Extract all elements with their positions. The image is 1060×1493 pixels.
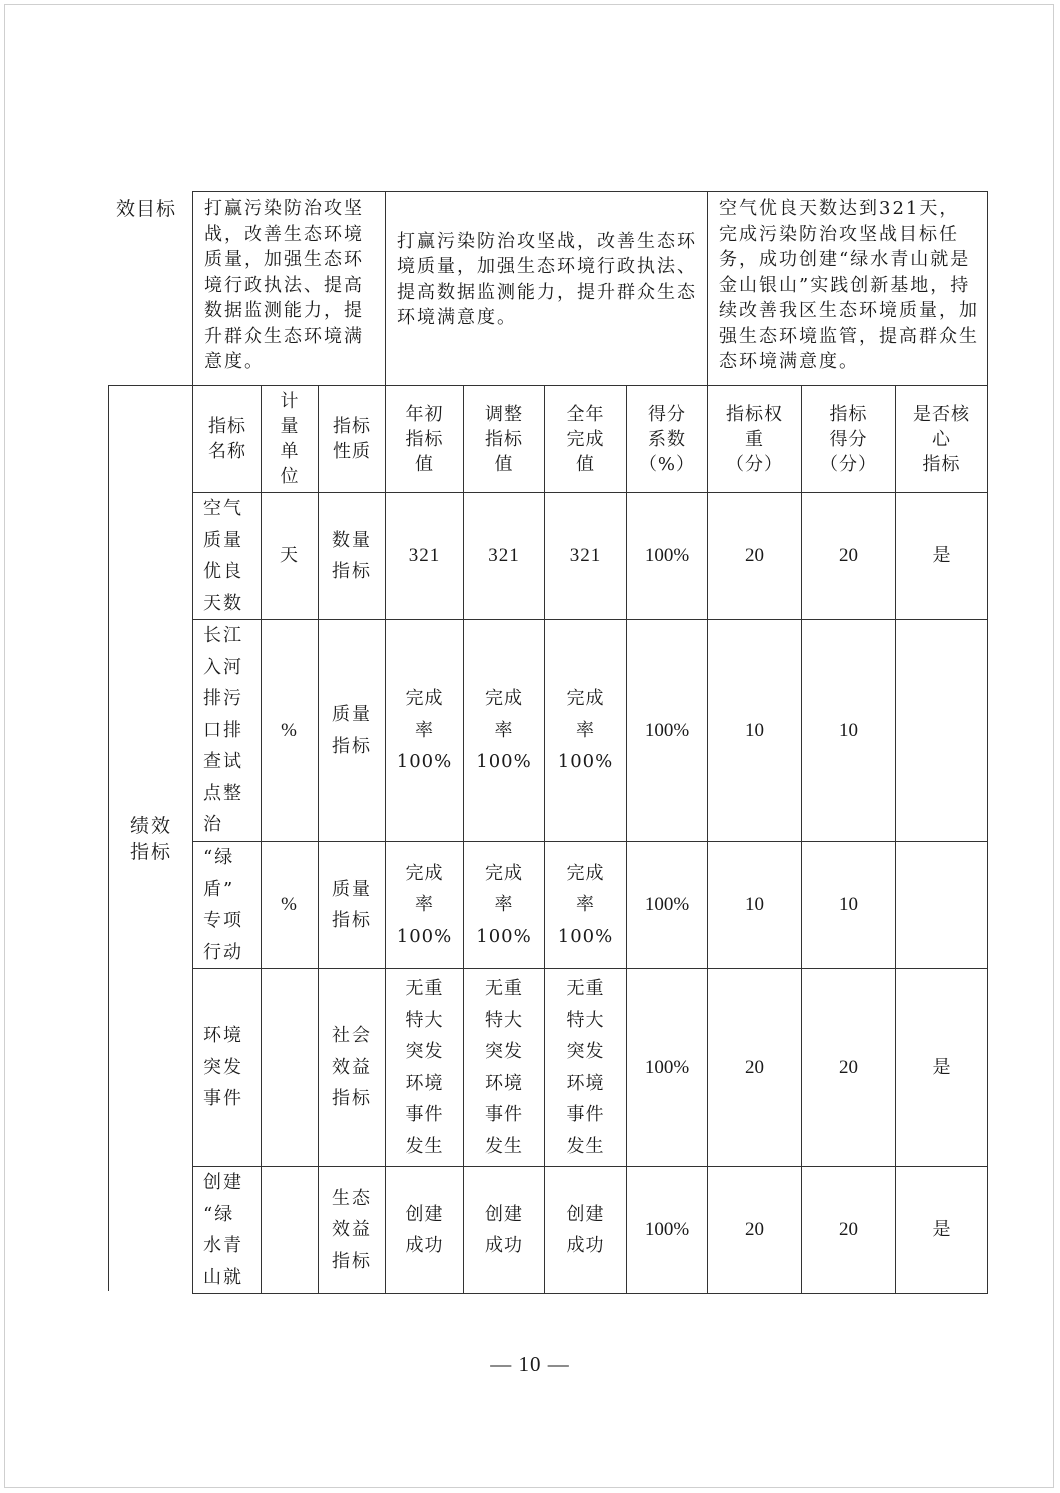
cell-weight: 10: [708, 620, 802, 842]
cell-weight: 20: [708, 493, 802, 620]
cell-unit: 天: [262, 493, 319, 620]
goal-section-label: 效目标: [116, 198, 177, 220]
cell-adjusted: 321: [464, 493, 545, 620]
goal-table: [192, 191, 988, 386]
cell-actual: 创建 成功: [545, 1167, 627, 1294]
left-column-divider: [108, 385, 193, 386]
header-nature: 指标 性质: [319, 386, 386, 493]
table-header-row: [193, 386, 988, 493]
cell-initial: 完成 率 100%: [386, 620, 464, 842]
cell-score: 10: [802, 620, 896, 842]
cell-initial: 完成 率 100%: [386, 842, 464, 969]
cell-coefficient: 100%: [627, 493, 708, 620]
left-column-border: [108, 385, 109, 1291]
table-row: [193, 1167, 988, 1294]
header-core-indicator: 是否核 心 指标: [896, 386, 988, 493]
cell-unit: [262, 969, 319, 1167]
cell-initial: 无重 特大 突发 环境 事件 发生: [386, 969, 464, 1167]
header-weight: 指标权 重 （分）: [708, 386, 802, 493]
table-row: [193, 620, 988, 842]
header-initial-value: 年初 指标 值: [386, 386, 464, 493]
cell-name: 长江 入河 排污 口排 查试 点整 治: [193, 620, 262, 842]
cell-core: 是: [896, 493, 988, 620]
cell-coefficient: 100%: [627, 969, 708, 1167]
header-indicator-name: 指标 名称: [193, 386, 262, 493]
header-score: 指标 得分 （分）: [802, 386, 896, 493]
cell-nature: 质量 指标: [319, 842, 386, 969]
cell-core: 是: [896, 1167, 988, 1294]
header-actual-value: 全年 完成 值: [545, 386, 627, 493]
cell-score: 20: [802, 493, 896, 620]
page-number: — 10 —: [490, 1352, 570, 1376]
cell-nature: 社会 效益 指标: [319, 969, 386, 1167]
cell-nature: 质量 指标: [319, 620, 386, 842]
cell-core: 是: [896, 969, 988, 1167]
performance-label-line1: 绩效: [129, 815, 172, 837]
cell-adjusted: 完成 率 100%: [464, 842, 545, 969]
cell-weight: 20: [708, 1167, 802, 1294]
cell-unit: [262, 1167, 319, 1294]
cell-name: “绿 盾” 专项 行动: [193, 842, 262, 969]
cell-core: [896, 620, 988, 842]
cell-actual: 完成 率 100%: [545, 842, 627, 969]
table-row: [193, 842, 988, 969]
cell-actual: 321: [545, 493, 627, 620]
cell-name: 空气 质量 优良 天数: [193, 493, 262, 620]
goal-cell-actual: 空气优良天数达到321天，完成污染防治攻坚战目标任务，成功创建“绿水青山就是金山银山”实践创新基地，持续改善我区生态环境质量，加强生态环境监管，提高群众生态环境满意度。: [708, 192, 988, 386]
header-unit: 计 量 单 位: [262, 386, 319, 493]
header-score-coefficient: 得分 系数 （%）: [627, 386, 708, 493]
performance-label-line2: 指标: [129, 841, 172, 863]
cell-name: 环境 突发 事件: [193, 969, 262, 1167]
cell-nature: 生态 效益 指标: [319, 1167, 386, 1294]
cell-name: 创建 “绿 水青 山就: [193, 1167, 262, 1294]
indicator-table: [192, 385, 988, 1294]
cell-weight: 10: [708, 842, 802, 969]
cell-coefficient: 100%: [627, 1167, 708, 1294]
cell-adjusted: 无重 特大 突发 环境 事件 发生: [464, 969, 545, 1167]
cell-adjusted: 创建 成功: [464, 1167, 545, 1294]
cell-coefficient: 100%: [627, 620, 708, 842]
cell-actual: 完成 率 100%: [545, 620, 627, 842]
cell-nature: 数量 指标: [319, 493, 386, 620]
table-row: [193, 969, 988, 1167]
cell-weight: 20: [708, 969, 802, 1167]
cell-unit: %: [262, 620, 319, 842]
goal-cell-adjusted: 打赢污染防治攻坚战，改善生态环境质量，加强生态环境行政执法、提高数据监测能力，提升群众生态环境满意度。: [386, 192, 708, 386]
cell-unit: %: [262, 842, 319, 969]
cell-score: 20: [802, 1167, 896, 1294]
cell-adjusted: 完成 率 100%: [464, 620, 545, 842]
table-row: [193, 493, 988, 620]
cell-actual: 无重 特大 突发 环境 事件 发生: [545, 969, 627, 1167]
cell-score: 20: [802, 969, 896, 1167]
goal-cell-original: 打赢污染防治攻坚战，改善生态环境质量，加强生态环境行政执法、提高数据监测能力，提升群众生态环境满意度。: [193, 192, 386, 386]
goal-row: [193, 192, 988, 386]
performance-section-label: [110, 813, 192, 865]
cell-initial: 创建 成功: [386, 1167, 464, 1294]
cell-core: [896, 842, 988, 969]
cell-score: 10: [802, 842, 896, 969]
header-adjusted-value: 调整 指标 值: [464, 386, 545, 493]
cell-initial: 321: [386, 493, 464, 620]
cell-coefficient: 100%: [627, 842, 708, 969]
